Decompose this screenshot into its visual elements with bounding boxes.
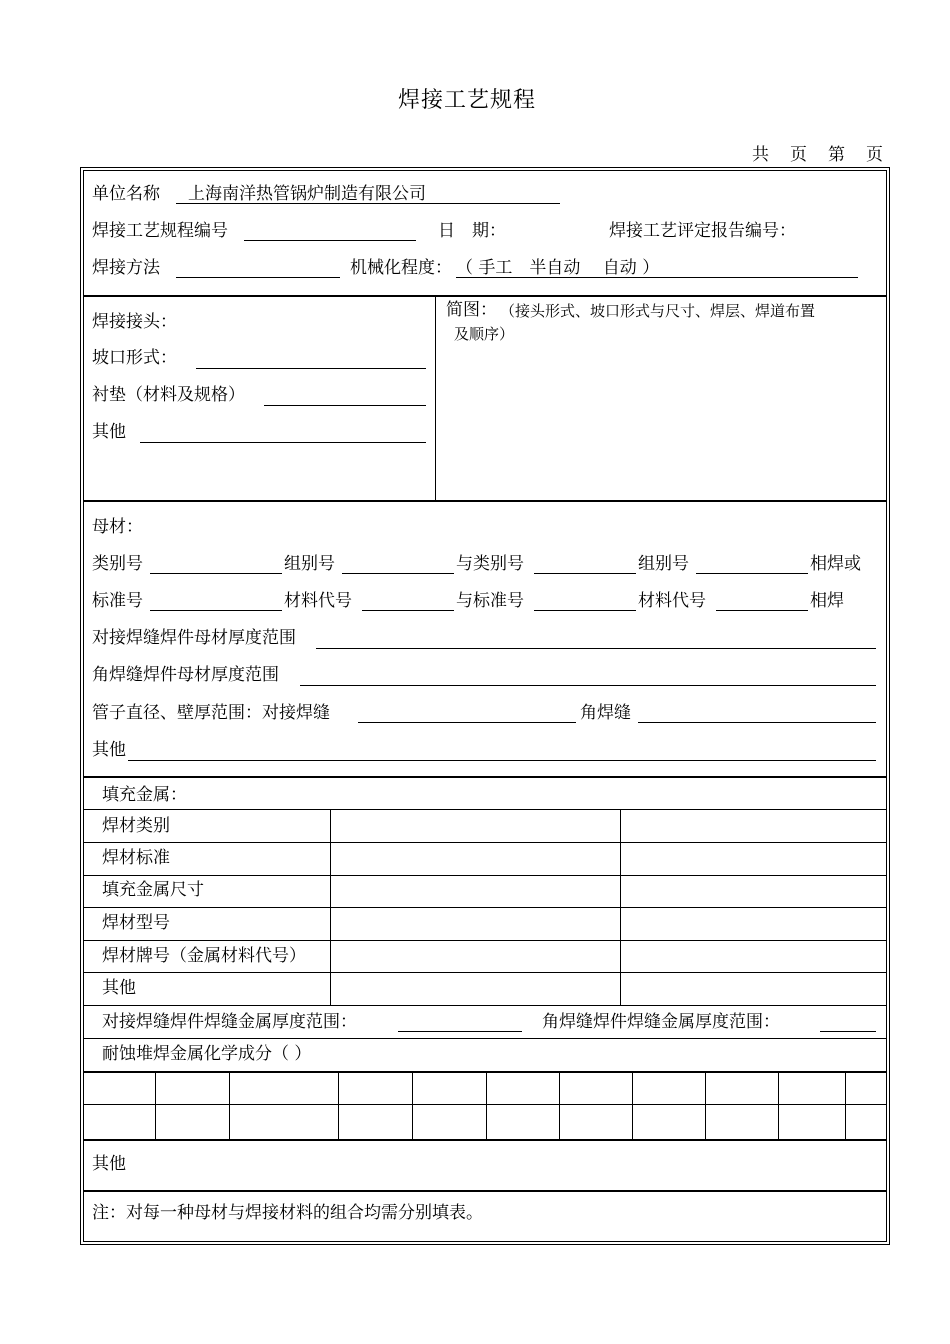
standard-no-label: 标准号	[92, 591, 143, 611]
joint-other-label: 其他	[92, 422, 126, 442]
weld-metal-fillet-range-field[interactable]	[820, 1031, 876, 1032]
with-standard-no-label: 与标准号	[456, 591, 524, 611]
chem-composition-label: 耐蚀堆焊金属化学成分（ ）	[102, 1044, 312, 1064]
joint-title: 焊接接头：	[92, 312, 177, 332]
with-category-no-field[interactable]	[534, 573, 636, 574]
fillet-thickness-range-field[interactable]	[300, 685, 876, 686]
mechanization-options[interactable]: （ 手工 半自动 自动 ）	[456, 258, 660, 278]
page-unit-label-2: 页	[866, 145, 883, 165]
filler-row-label: 焊材标准	[102, 848, 170, 868]
filler-row-label: 填充金属尺寸	[102, 880, 204, 900]
mechanization-underline	[456, 277, 858, 278]
filler-metal-title: 填充金属：	[102, 785, 187, 805]
table-rule	[84, 972, 887, 973]
with-standard-no-field[interactable]	[534, 610, 636, 611]
chem-col-divider	[155, 1072, 156, 1139]
table-rule	[84, 1038, 887, 1039]
filler-row-label: 焊材类别	[102, 816, 170, 836]
standard-no-field[interactable]	[150, 610, 282, 611]
wps-number-field[interactable]	[244, 240, 416, 241]
butt-thickness-range-field[interactable]	[316, 648, 876, 649]
weld-metal-fillet-range-label: 角焊缝焊件焊缝金属厚度范围：	[542, 1012, 780, 1032]
group-no-label-2: 组别号	[638, 554, 689, 574]
page-total-label: 共	[752, 145, 769, 165]
weld-metal-butt-range-label: 对接焊缝焊件焊缝金属厚度范围：	[102, 1012, 357, 1032]
unit-name-underline	[176, 203, 560, 204]
other-label: 其他	[92, 1154, 126, 1174]
filler-row-label: 焊材牌号（金属材料代号）	[102, 946, 306, 966]
filler-row-label: 其他	[102, 978, 136, 998]
material-code-label-2: 材料代号	[638, 591, 706, 611]
chem-col-divider	[845, 1072, 846, 1139]
material-code-field-2[interactable]	[716, 610, 808, 611]
page-title: 焊接工艺规程	[398, 88, 537, 113]
chem-col-divider	[778, 1072, 779, 1139]
table-rule	[83, 1139, 887, 1141]
section-divider	[83, 295, 887, 297]
sketch-label: 简图：	[446, 300, 497, 320]
table-rule	[84, 907, 887, 908]
backing-label: 衬垫（材料及规格）	[92, 385, 245, 405]
groove-form-label: 坡口形式：	[92, 348, 177, 368]
pipe-fillet-field[interactable]	[638, 722, 876, 723]
wps-number-label: 焊接工艺规程编号	[92, 221, 228, 241]
section-divider	[83, 500, 887, 502]
welding-method-label: 焊接方法	[92, 258, 160, 278]
chem-col-divider	[229, 1072, 230, 1139]
filler-row-label: 焊材型号	[102, 913, 170, 933]
pipe-butt-field[interactable]	[358, 722, 576, 723]
joint-column-divider	[435, 296, 436, 500]
weld-metal-butt-range-field[interactable]	[398, 1031, 522, 1032]
pipe-range-label: 管子直径、壁厚范围：对接焊缝	[92, 703, 330, 723]
table-rule	[83, 1071, 887, 1073]
sketch-note-line1: （接头形式、坡口形式与尺寸、焊层、焊道布置	[500, 302, 816, 320]
group-no-field[interactable]	[342, 573, 454, 574]
table-rule	[84, 875, 887, 876]
group-no-label: 组别号	[284, 554, 335, 574]
material-code-field[interactable]	[362, 610, 454, 611]
mechanization-label: 机械化程度：	[350, 258, 452, 278]
date-label: 日 期：	[438, 221, 506, 241]
unit-name-value[interactable]: 上海南洋热管锅炉制造有限公司	[188, 184, 426, 204]
chem-col-divider	[705, 1072, 706, 1139]
section-divider	[83, 776, 887, 778]
weld-label: 相焊	[810, 591, 844, 611]
chem-col-divider	[632, 1072, 633, 1139]
unit-name-label: 单位名称	[92, 184, 160, 204]
fillet-thickness-range-label: 角焊缝焊件母材厚度范围	[92, 665, 279, 685]
section-divider	[83, 1190, 887, 1192]
chem-col-divider	[338, 1072, 339, 1139]
footnote: 注：对每一种母材与焊接材料的组合均需分别填表。	[92, 1203, 483, 1223]
welding-method-field[interactable]	[176, 277, 340, 278]
joint-other-field[interactable]	[140, 442, 426, 443]
weld-or-label: 相焊或	[810, 554, 861, 574]
table-rule	[84, 940, 887, 941]
pqr-number-label: 焊接工艺评定报告编号：	[609, 221, 796, 241]
category-no-label: 类别号	[92, 554, 143, 574]
page-unit-label: 页	[790, 145, 807, 165]
category-no-field[interactable]	[150, 573, 282, 574]
base-metal-other-field[interactable]	[128, 760, 876, 761]
chem-col-divider	[559, 1072, 560, 1139]
chem-col-divider	[486, 1072, 487, 1139]
groove-form-field[interactable]	[196, 368, 426, 369]
table-rule	[84, 809, 887, 810]
chem-col-divider	[412, 1072, 413, 1139]
pipe-fillet-label: 角焊缝	[580, 703, 631, 723]
table-rule	[84, 1005, 887, 1006]
backing-field[interactable]	[264, 405, 426, 406]
with-category-no-label: 与类别号	[456, 554, 524, 574]
base-metal-other-label: 其他	[92, 740, 126, 760]
table-rule	[84, 842, 887, 843]
sketch-note-line2: 及顺序）	[454, 325, 515, 343]
material-code-label: 材料代号	[284, 591, 352, 611]
butt-thickness-range-label: 对接焊缝焊件母材厚度范围	[92, 628, 296, 648]
base-metal-title: 母材：	[92, 517, 143, 537]
page-current-label: 第	[828, 145, 845, 165]
group-no-field-2[interactable]	[696, 573, 808, 574]
